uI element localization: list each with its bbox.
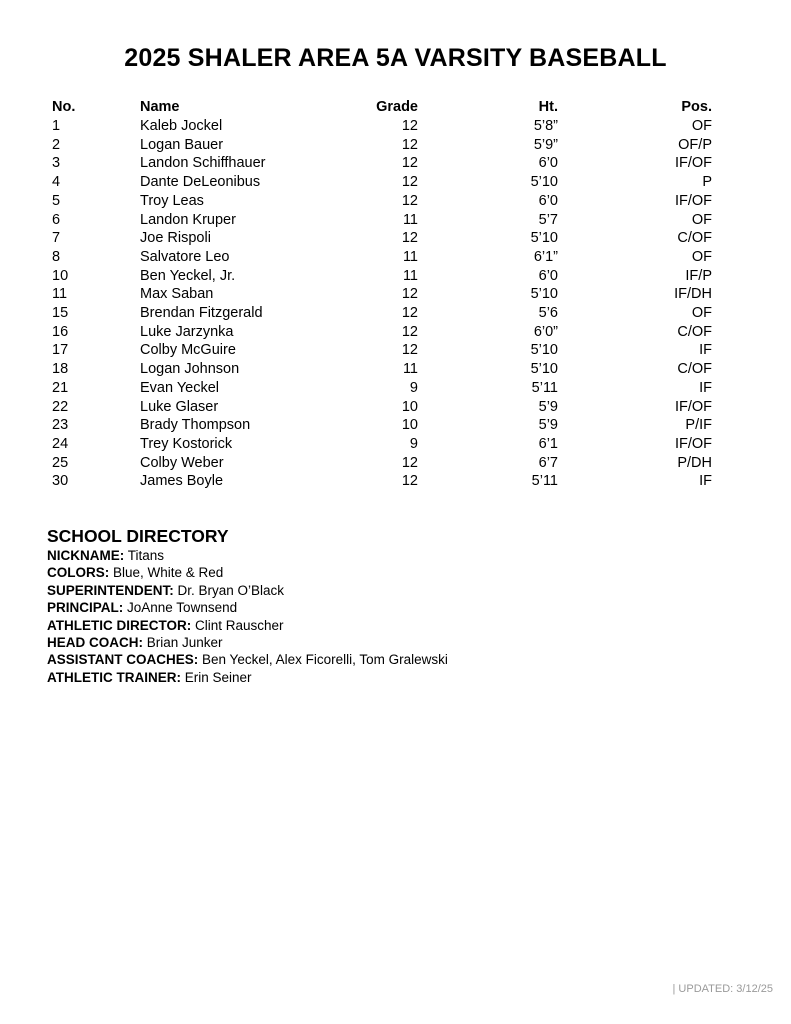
- player-position: OF: [691, 248, 712, 265]
- player-name: Brady Thompson: [140, 417, 251, 434]
- player-position: P: [702, 174, 712, 191]
- player-grade: 12: [401, 230, 418, 247]
- player-height: 6’0: [538, 155, 558, 172]
- player-name: Colby Weber: [140, 454, 224, 471]
- player-grade: 9: [409, 435, 418, 452]
- table-row: [52, 173, 712, 192]
- player-height: 6’0: [538, 267, 558, 284]
- directory-entry: [47, 617, 448, 634]
- player-height: 5’11: [531, 379, 558, 396]
- player-position: IF: [699, 342, 712, 359]
- table-row: [52, 267, 712, 286]
- player-grade: 12: [401, 136, 418, 153]
- player-position: OF: [691, 118, 712, 134]
- player-number: 23: [52, 417, 69, 434]
- table-row: [52, 398, 712, 417]
- directory-entry: [47, 599, 448, 616]
- player-number: 25: [52, 454, 69, 471]
- player-position: IF/P: [685, 267, 712, 284]
- player-number: 1: [52, 118, 61, 134]
- directory-label: SUPERINTENDENT:: [47, 582, 174, 598]
- player-name: Troy Leas: [140, 192, 204, 209]
- directory-label: COLORS:: [47, 565, 110, 581]
- player-number: 6: [52, 211, 61, 228]
- player-position: IF/OF: [674, 435, 712, 452]
- player-number: 15: [52, 305, 69, 322]
- player-height: 5’10: [530, 342, 558, 359]
- player-height: 6’1”: [533, 248, 558, 265]
- player-name: Dante DeLeonibus: [140, 174, 261, 191]
- table-row: [52, 360, 712, 379]
- player-position: IF: [699, 379, 712, 396]
- column-header-position: Pos.: [681, 99, 712, 115]
- directory-label: ASSISTANT COACHES:: [47, 652, 199, 668]
- player-grade: 12: [401, 174, 418, 191]
- player-name: Logan Johnson: [140, 361, 240, 378]
- player-position: IF/OF: [674, 155, 712, 172]
- directory-label: NICKNAME:: [47, 548, 125, 563]
- player-number: 4: [52, 174, 61, 191]
- player-number: 8: [52, 248, 61, 265]
- player-height: 5’9”: [533, 136, 558, 153]
- player-height: 5’10: [530, 230, 558, 247]
- player-height: 6’1: [538, 435, 558, 452]
- player-grade: 12: [401, 342, 418, 359]
- directory-entry: [47, 634, 448, 651]
- player-height: 5’7: [538, 211, 558, 228]
- player-position: IF: [699, 473, 712, 490]
- directory-entry: [47, 651, 448, 668]
- directory-value: Erin Seiner: [184, 669, 252, 685]
- directory-heading: SCHOOL DIRECTORY: [47, 526, 229, 546]
- school-directory: [47, 547, 448, 686]
- player-number: 18: [52, 361, 69, 378]
- column-header-name: Name: [140, 99, 180, 115]
- player-name: Logan Bauer: [140, 136, 224, 153]
- player-grade: 9: [409, 379, 418, 396]
- player-number: 22: [52, 398, 69, 415]
- player-name: Salvatore Leo: [140, 248, 230, 265]
- player-grade: 12: [401, 192, 418, 209]
- column-header-number: No.: [52, 99, 76, 115]
- roster-table: [52, 97, 712, 491]
- player-grade: 12: [401, 305, 418, 322]
- column-header-grade: Grade: [376, 99, 418, 115]
- player-height: 5’9: [538, 398, 558, 415]
- player-height: 6’7: [538, 454, 558, 471]
- table-row: [52, 435, 712, 454]
- directory-value: Titans: [127, 548, 165, 563]
- player-position: IF/OF: [674, 192, 712, 209]
- directory-entry: [47, 564, 448, 581]
- table-row: [52, 154, 712, 173]
- player-grade: 12: [401, 118, 418, 134]
- player-grade: 11: [402, 267, 418, 284]
- table-row: [52, 416, 712, 435]
- player-number: 30: [52, 473, 69, 490]
- table-row: [52, 248, 712, 267]
- player-position: C/OF: [677, 361, 712, 378]
- player-height: 5’10: [530, 361, 558, 378]
- player-height: 6’0: [538, 192, 558, 209]
- player-number: 2: [52, 136, 61, 153]
- player-name: Ben Yeckel, Jr.: [140, 267, 236, 284]
- player-name: Kaleb Jockel: [140, 118, 223, 134]
- directory-label: HEAD COACH:: [47, 634, 143, 650]
- player-position: OF: [691, 211, 712, 228]
- table-row: [52, 304, 712, 323]
- player-number: 21: [52, 379, 69, 396]
- player-name: Evan Yeckel: [140, 379, 220, 396]
- player-position: C/OF: [677, 230, 712, 247]
- directory-value: Brian Junker: [146, 634, 223, 650]
- player-number: 3: [52, 155, 61, 172]
- player-grade: 12: [401, 454, 418, 471]
- directory-value: Ben Yeckel, Alex Ficorelli, Tom Gralewski: [202, 652, 448, 668]
- table-row: [52, 472, 712, 491]
- player-name: Luke Jarzynka: [140, 323, 234, 340]
- player-position: IF/OF: [674, 398, 712, 415]
- player-number: 11: [52, 286, 68, 303]
- player-name: Trey Kostorick: [140, 435, 233, 452]
- player-height: 6’0”: [533, 323, 558, 340]
- player-grade: 12: [401, 323, 418, 340]
- roster-header-row: [52, 97, 712, 117]
- directory-value: Blue, White & Red: [113, 565, 224, 581]
- directory-entry: [47, 669, 448, 686]
- directory-value: Clint Rauscher: [195, 617, 284, 633]
- player-grade: 12: [401, 286, 418, 303]
- directory-value: JoAnne Townsend: [127, 600, 238, 616]
- player-name: Landon Schiffhauer: [140, 155, 266, 172]
- table-row: [52, 341, 712, 360]
- player-position: OF: [691, 305, 712, 322]
- player-name: Landon Kruper: [140, 211, 236, 228]
- player-position: C/OF: [677, 323, 712, 340]
- player-position: OF/P: [678, 136, 712, 153]
- table-row: [52, 117, 712, 136]
- player-height: 5’10: [530, 174, 558, 191]
- table-row: [52, 454, 712, 473]
- player-number: 24: [52, 435, 69, 452]
- table-row: [52, 379, 712, 398]
- player-position: P/DH: [677, 454, 712, 471]
- table-row: [52, 192, 712, 211]
- page-title: 2025 SHALER AREA 5A VARSITY BASEBALL: [124, 44, 667, 72]
- table-row: [52, 285, 712, 304]
- player-number: 17: [52, 342, 69, 359]
- table-row: [52, 136, 712, 155]
- player-position: P/IF: [685, 417, 712, 434]
- player-height: 5’6: [538, 305, 558, 322]
- directory-entry: [47, 582, 448, 599]
- player-height: 5’11: [531, 473, 558, 490]
- table-row: [52, 211, 712, 230]
- player-grade: 10: [401, 417, 418, 434]
- player-position: IF/DH: [674, 286, 712, 303]
- updated-date: | UPDATED: 3/12/25: [672, 983, 773, 995]
- directory-label: PRINCIPAL:: [47, 600, 124, 616]
- player-height: 5’9: [538, 417, 558, 434]
- table-row: [52, 323, 712, 342]
- table-row: [52, 229, 712, 248]
- roster-body: [52, 117, 712, 491]
- player-grade: 11: [402, 248, 418, 265]
- player-name: Colby McGuire: [140, 342, 236, 359]
- player-name: James Boyle: [140, 473, 224, 490]
- player-name: Joe Rispoli: [140, 230, 211, 247]
- player-height: 5’8”: [533, 118, 558, 134]
- directory-value: Dr. Bryan O’Black: [177, 582, 285, 598]
- player-number: 10: [52, 267, 69, 284]
- player-height: 5’10: [530, 286, 558, 303]
- directory-entry: [47, 547, 448, 564]
- player-grade: 11: [402, 361, 418, 378]
- player-number: 7: [52, 230, 61, 247]
- player-name: Luke Glaser: [140, 398, 219, 415]
- player-number: 5: [52, 192, 61, 209]
- player-grade: 12: [401, 473, 418, 490]
- player-grade: 12: [401, 155, 418, 172]
- player-grade: 10: [401, 398, 418, 415]
- column-header-height: Ht.: [538, 99, 558, 115]
- directory-label: ATHLETIC DIRECTOR:: [47, 617, 192, 633]
- directory-label: ATHLETIC TRAINER:: [47, 669, 181, 685]
- player-number: 16: [52, 323, 69, 340]
- player-grade: 11: [402, 211, 418, 228]
- player-name: Brendan Fitzgerald: [140, 305, 263, 322]
- player-name: Max Saban: [140, 286, 214, 303]
